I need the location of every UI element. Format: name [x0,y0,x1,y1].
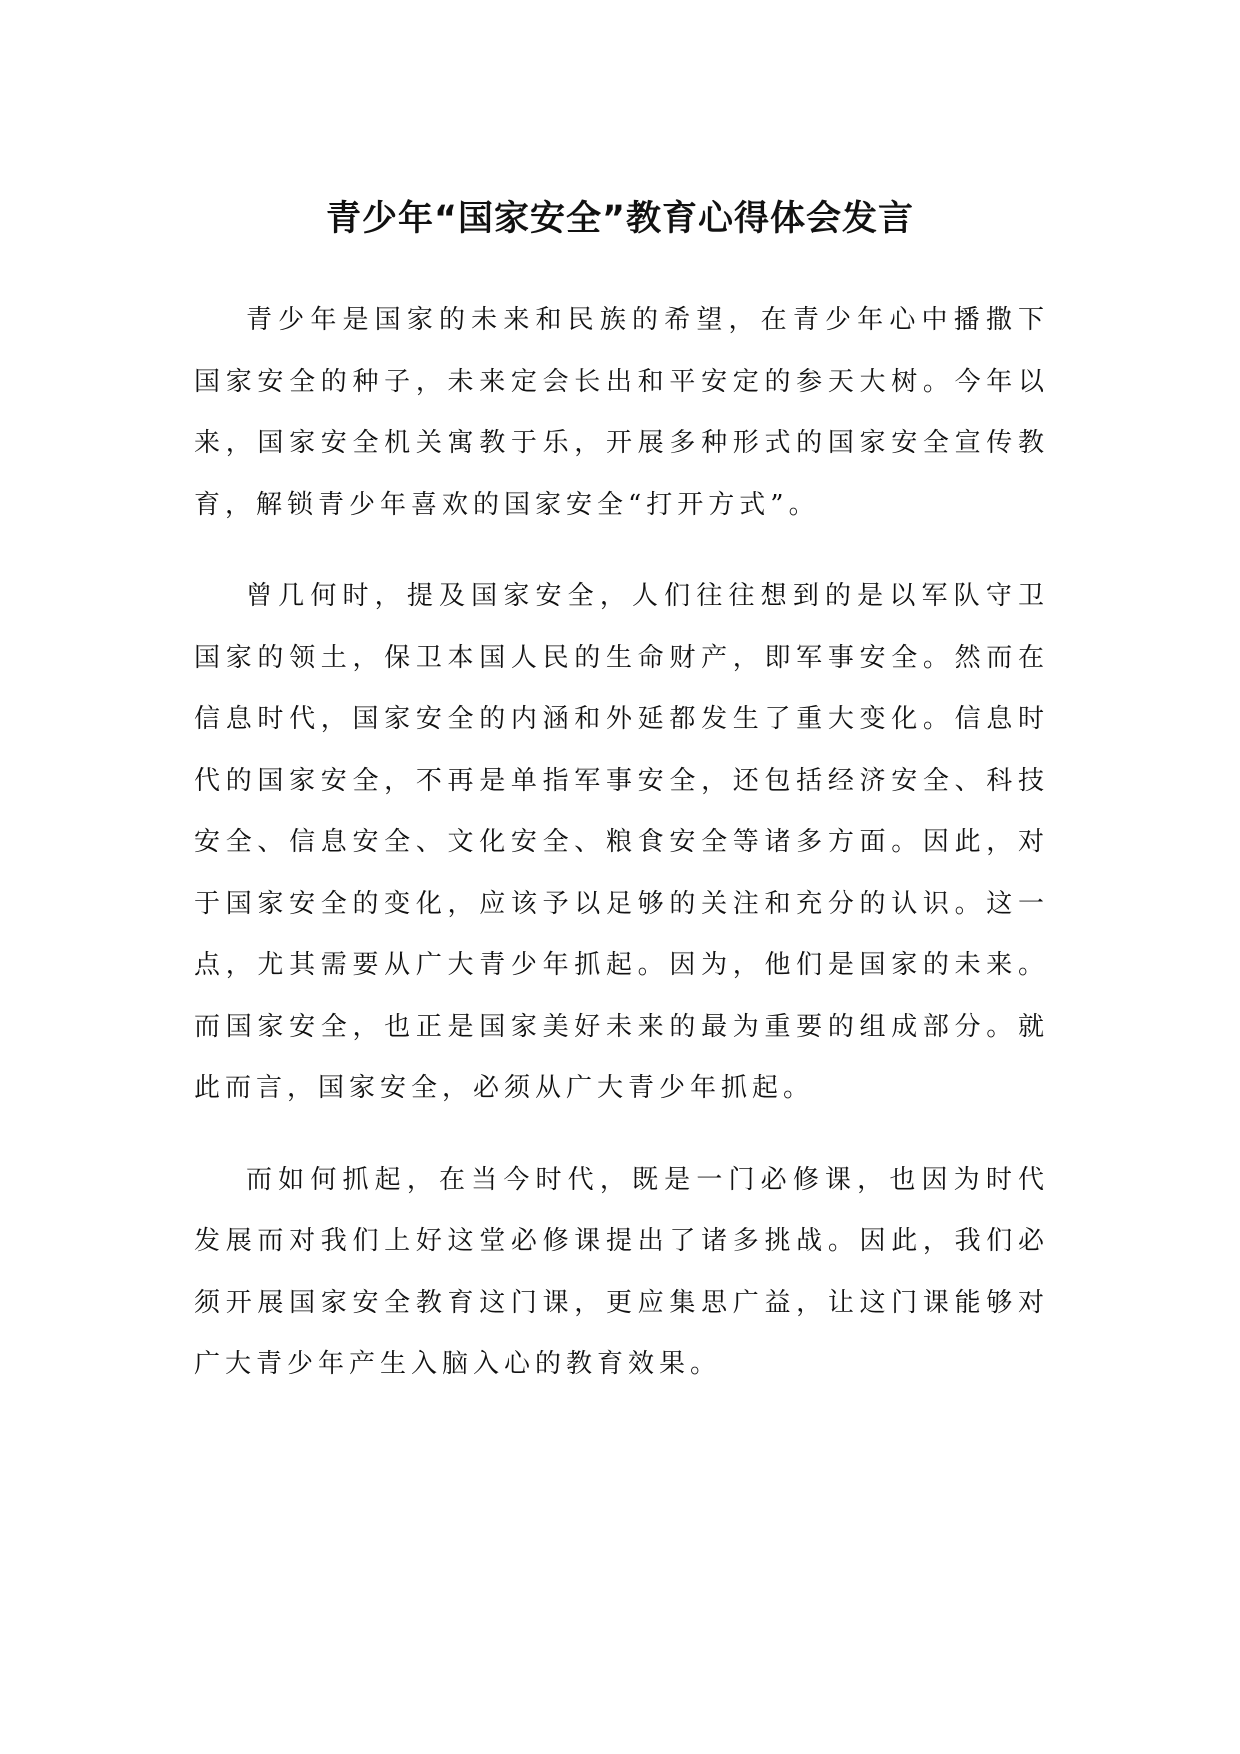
document-body [194,290,1049,1426]
document-title: 青少年“国家安全”教育心得体会发言 [325,199,914,239]
paragraph-2: 曾几何时，提及国家安全，人们往往想到的是以军队守卫国家的领土，保卫本国人民的生命财产，即军事安全。然而在信息时代，国家安全的内涵和外延都发生了重大变化。信息时代的国家安全，不再是单指军事安全，还包括经济安全、科技安全、信息安全、文化安全、粮食安全等诸多方面。因此，对于国家安全的变化，应该予以足够的关注和充分的认识。这一点，尤其需要从广大青少年抓起。因为，他们是国家的未来。而国家安全，也正是国家美好未来的最为重要的组成部分。就此而言，国家安全，必须从广大青少年抓起。 [194,581,1049,1103]
paragraph-1: 青少年是国家的未来和民族的希望，在青少年心中播撒下国家安全的种子，未来定会长出和平安定的参天大树。今年以来，国家安全机关寓教于乐，开展多种形式的国家安全宣传教育，解锁青少年喜欢的国家安全“打开方式”。 [194,305,1049,520]
paragraph-3: 而如何抓起，在当今时代，既是一门必修课，也因为时代发展而对我们上好这堂必修课提出了诸多挑战。因此，我们必须开展国家安全教育这门课，更应集思广益，让这门课能够对广大青少年产生入脑入心的教育效果。 [194,1164,1049,1379]
